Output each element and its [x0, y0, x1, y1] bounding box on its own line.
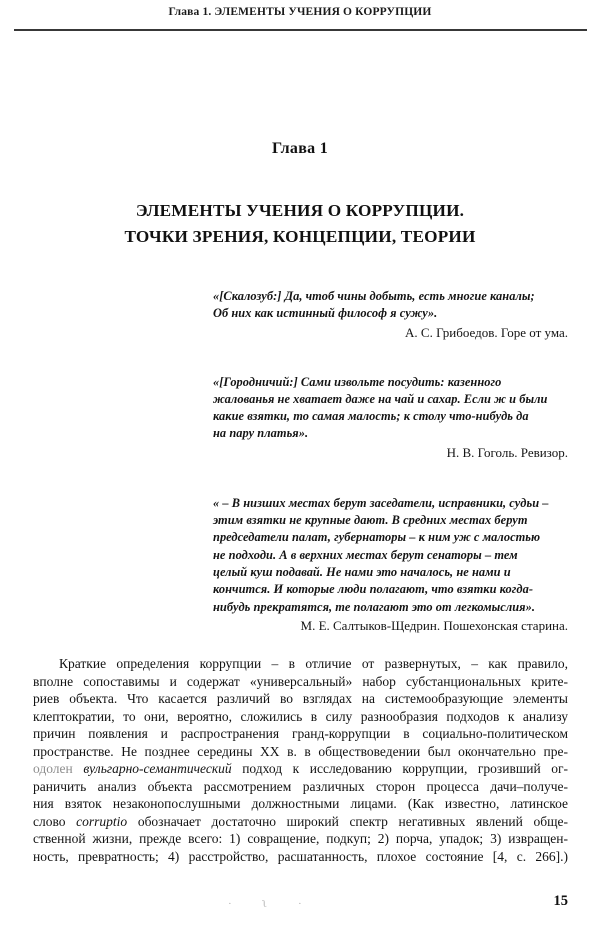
scan-artifact-marks: · ʅ · — [228, 898, 316, 910]
epigraph-spacer — [213, 481, 568, 495]
running-head: Глава 1. ЭЛЕМЕНТЫ УЧЕНИЯ О КОРРУПЦИИ — [168, 6, 432, 18]
chapter-label: Глава 1 — [271, 140, 329, 157]
epigraph-source: Н. В. Гоголь. Ревизор. — [446, 444, 568, 460]
body-line-3: риев объекта. Что касается различий во взглядах на системообразующие элементы — [33, 691, 568, 707]
epigraph-group — [213, 288, 568, 635]
chapter-title-line-1: ЭЛЕМЕНТЫ УЧЕНИЯ О КОРРУПЦИИ. — [135, 201, 465, 220]
epigraph-2-line-4: на пару платья». — [213, 426, 309, 441]
body-line-11: ственной жизни, прежде всего: 1) совращение, подкуп; 2) порча, упадок; 3) извращен- — [33, 831, 568, 847]
body-line-9: ния взяток незаконопослушными должностными лицами. (Как известно, латинское — [33, 796, 568, 812]
epigraph-source: М. Е. Салтыков-Щедрин. Пошехонская старина. — [300, 617, 568, 633]
epigraph-quote — [213, 374, 568, 443]
header-rule — [14, 29, 587, 31]
epigraph-saltykov-shchedrin — [213, 495, 568, 635]
epigraph-1-line-1: «[Скалозуб:] Да, чтоб чины добыть, есть многие каналы; — [213, 289, 535, 303]
epigraph-3-line-2: этим взятки не крупные дают. В средних местах берут — [213, 513, 528, 528]
body-line-4: клептократии, то они, вероятно, сложились в силу разнообразия подходов к анализу — [33, 708, 568, 724]
faded-word: одолен — [33, 761, 73, 777]
epigraph-3-line-4: не подходи. А в верхних местах берут сенаторы – тем — [213, 547, 518, 562]
epigraph-quote — [213, 288, 568, 323]
emphasis-corruptio: corruptio — [76, 813, 128, 829]
body-paragraph — [33, 655, 568, 866]
body-line-7: одолен вульгарно-семантический подход к исследованию коррупции, грозивший ог- — [33, 761, 569, 777]
epigraph-3-line-6: кончится. И которые люди полагают, что взятки когда- — [213, 582, 534, 597]
paragraph-definitions — [33, 655, 568, 866]
page-title — [60, 198, 540, 250]
emphasis-vulgar-semantic: вульгарно-семантический — [83, 761, 232, 777]
epigraph-griboedov — [213, 288, 568, 342]
body-line-5: причин появления и распространения гранд-коррупции в социально-политическом — [33, 726, 568, 742]
body-line-2: вполне сопоставимы и содержат «универсальный» набор субстанциональных крите- — [33, 673, 568, 689]
page-number: 15 — [553, 893, 568, 909]
epigraph-spacer — [213, 361, 568, 374]
epigraph-gogol — [213, 374, 568, 462]
epigraph-source: А. С. Грибоедов. Горе от ума. — [405, 324, 568, 340]
body-line-10: слово corruptio обозначает достаточно широкий спектр негативных явлений обще- — [33, 813, 569, 829]
chapter-title-line-2: ТОЧКИ ЗРЕНИЯ, КОНЦЕПЦИИ, ТЕОРИИ — [124, 227, 476, 246]
epigraph-3-line-3: председатели палат, губернаторы – к ним уж с малостью — [213, 530, 541, 545]
epigraph-2-line-3: какие взятки, то самая малость; к столу что-нибудь да — [213, 409, 529, 424]
body-line-1: Краткие определения коррупции – в отличие от развернутых, – как правило, — [59, 656, 568, 671]
epigraph-3-line-5: целый куш подавай. Не нами это началось, не нами и — [213, 564, 511, 579]
epigraph-quote — [213, 495, 568, 616]
epigraph-2-line-1: «[Городничий:] Сами извольте посудить: казенного — [213, 374, 502, 389]
epigraph-3-line-1: « – В низших местах берут заседатели, исправники, судьи – — [213, 495, 549, 510]
body-line-12: ность, превратность; 4) расстройство, расшатанность, плохое состояние [4, с. 266].) — [33, 849, 568, 865]
body-line-6: пространстве. Не позднее середины XX в. в обществоведении был окончательно пре- — [33, 743, 568, 759]
epigraph-1-line-2: Об них как истинный философ я сужу». — [213, 306, 438, 321]
body-line-8: раничить анализ объекта рассмотрением различных сторон процесса дачи–получе- — [33, 778, 568, 794]
epigraph-3-line-7: нибудь прекратятся, те полагают это от легкомыслия». — [213, 599, 536, 614]
epigraph-2-line-2: жалованья не хватает даже на чай и сахар. Если ж и были — [213, 391, 548, 406]
